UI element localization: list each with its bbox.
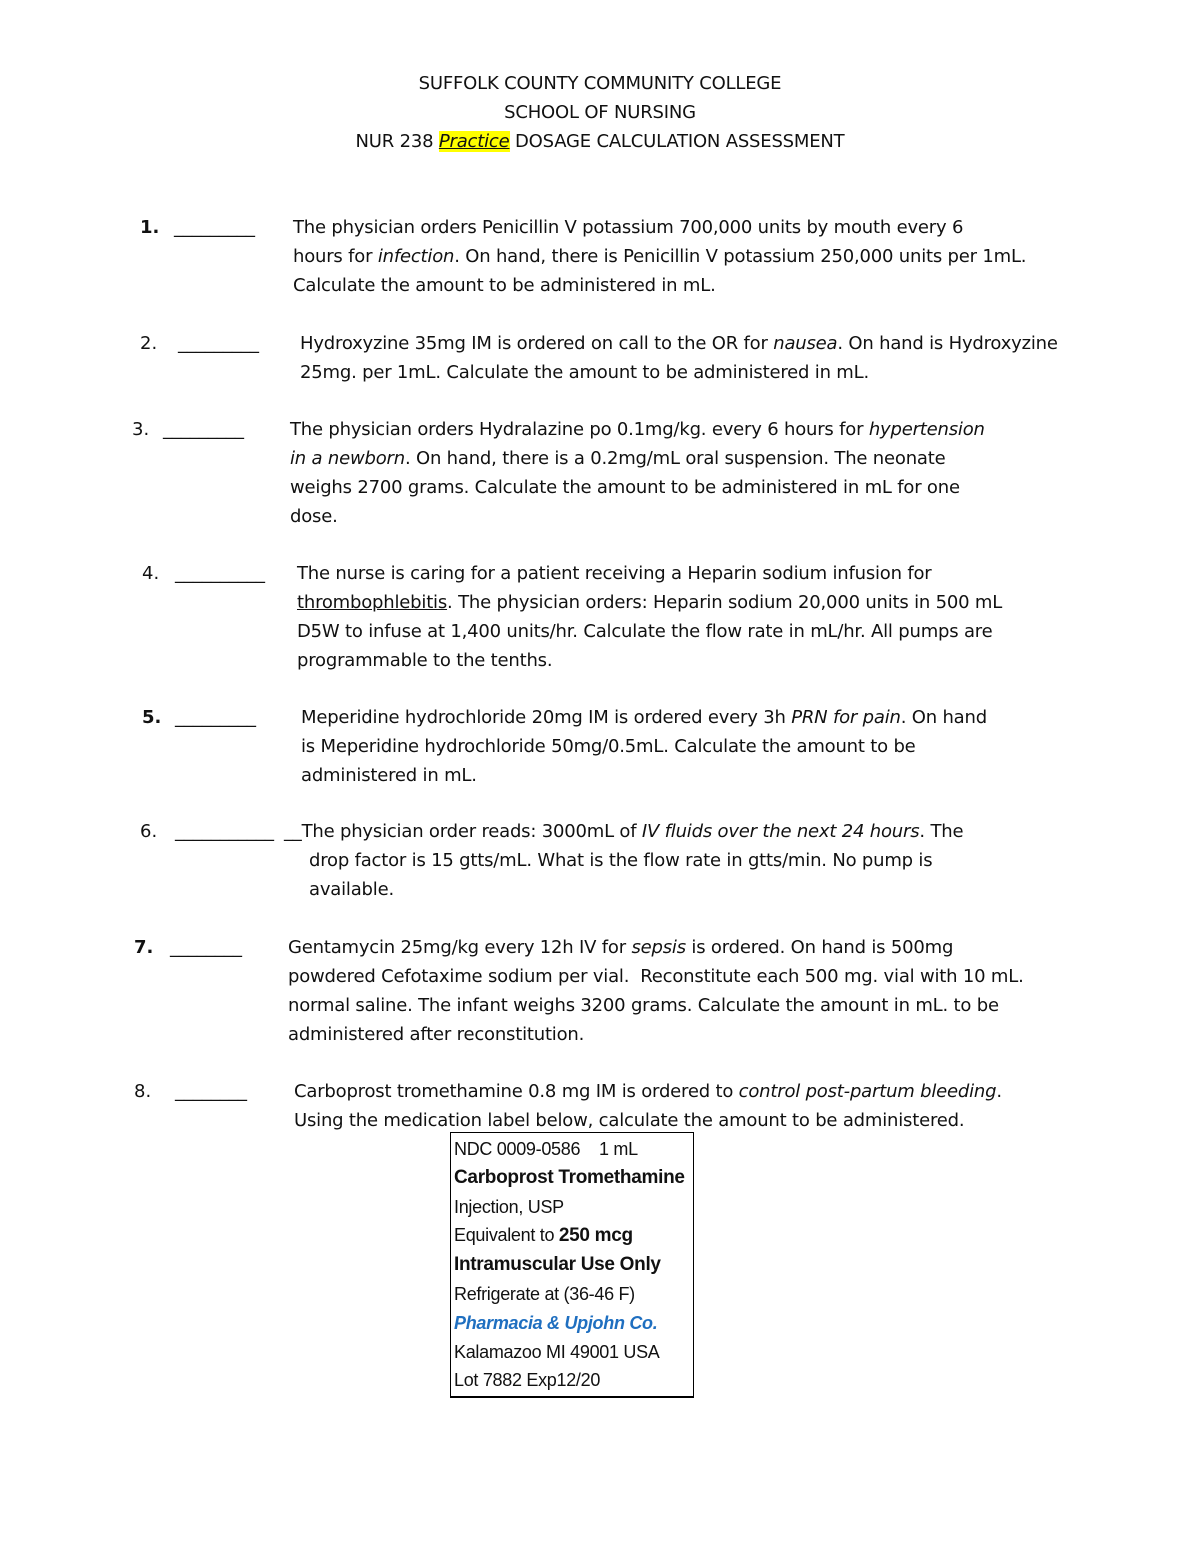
assessment-title: [0, 127, 1200, 156]
question-8-text: [294, 1077, 1002, 1135]
question-1-line-3: Calculate the amount to be administered in mL.: [293, 275, 716, 296]
question-1-answer-blank[interactable]: _________: [174, 217, 255, 238]
question-6-line-3: available.: [309, 879, 394, 900]
question-3-answer-blank[interactable]: _________: [163, 419, 244, 440]
question-5-number: 5.: [142, 707, 162, 728]
medication-label: [454, 1135, 685, 1395]
question-4-number: 4.: [142, 563, 160, 584]
question-8-line-2: Using the medication label below, calculate the amount to be administered.: [294, 1110, 965, 1131]
question-3-line-4: dose.: [290, 506, 338, 527]
label-storage: Refrigerate at (36-46 F): [454, 1283, 635, 1304]
question-3-line-1: The physician orders Hydralazine po 0.1mg/kg. every 6 hours for hypertension: [290, 419, 985, 440]
question-1-line-2: hours for infection. On hand, there is Penicillin V potassium 250,000 units per 1mL.: [293, 246, 1027, 267]
label-lot-expiry: Lot 7882 Exp12/20: [454, 1370, 601, 1391]
label-strength: Equivalent to 250 mcg: [454, 1225, 633, 1247]
question-4-line-2: thrombophlebitis. The physician orders: Heparin sodium 20,000 units in 500 mL: [297, 592, 1003, 613]
question-5-line-1: Meperidine hydrochloride 20mg IM is ordered every 3h PRN for pain. On hand: [301, 707, 987, 728]
question-7-line-2: powdered Cefotaxime sodium per vial. Reconstitute each 500 mg. vial with 10 mL.: [288, 966, 1024, 987]
question-6-text: [284, 817, 963, 904]
question-2-answer-blank[interactable]: _________: [178, 333, 259, 354]
label-drug-name: Carboprost Tromethamine: [454, 1166, 685, 1188]
question-2-line-2: 25mg. per 1mL. Calculate the amount to be administered in mL.: [300, 362, 869, 383]
question-5-answer-blank[interactable]: _________: [175, 707, 256, 728]
question-8-answer-blank[interactable]: ________: [175, 1081, 247, 1102]
question-8-line-1: Carboprost tromethamine 0.8 mg IM is ordered to control post-partum bleeding.: [294, 1081, 1002, 1102]
question-8-number: 8.: [134, 1081, 152, 1102]
question-7-number: 7.: [134, 937, 154, 958]
question-6-line-1: __The physician order reads: 3000mL of IV fluids over the next 24 hours. The: [284, 821, 964, 842]
question-4-line-1: The nurse is caring for a patient receiving a Heparin sodium infusion for: [297, 563, 932, 584]
question-1-number: 1.: [140, 217, 160, 238]
question-7-line-1: Gentamycin 25mg/kg every 12h IV for sepsis is ordered. On hand is 500mg: [288, 937, 954, 958]
question-4-line-4: programmable to the tenths.: [297, 650, 553, 671]
label-address: Kalamazoo MI 49001 USA: [454, 1341, 660, 1362]
question-7-answer-blank[interactable]: ________: [170, 937, 242, 958]
question-2-text: [300, 329, 1058, 387]
question-5-line-3: administered in mL.: [301, 765, 477, 786]
question-2-line-1: Hydroxyzine 35mg IM is ordered on call to the OR for nausea. On hand is Hydroxyzine: [300, 333, 1058, 354]
question-3-line-2: in a newborn. On hand, there is a 0.2mg/mL oral suspension. The neonate: [290, 448, 946, 469]
question-7-text: [288, 933, 1024, 1049]
question-6-line-2: drop factor is 15 gtts/mL. What is the flow rate in gtts/min. No pump is: [309, 850, 933, 871]
question-2-number: 2.: [140, 333, 158, 354]
college-name: [0, 69, 1200, 98]
question-3-text: [290, 415, 985, 531]
question-3-number: 3.: [132, 419, 150, 440]
question-5-line-2: is Meperidine hydrochloride 50mg/0.5mL. Calculate the amount to be: [301, 736, 916, 757]
question-1-line-1: The physician orders Penicillin V potassium 700,000 units by mouth every 6: [293, 217, 964, 238]
question-1-text: [293, 213, 1026, 300]
question-3-line-3: weighs 2700 grams. Calculate the amount to be administered in mL for one: [290, 477, 960, 498]
question-7-line-3: normal saline. The infant weighs 3200 grams. Calculate the amount in mL. to be: [288, 995, 999, 1016]
label-manufacturer: Pharmacia & Upjohn Co.: [454, 1312, 658, 1333]
question-4-line-3: D5W to infuse at 1,400 units/hr. Calculate the flow rate in mL/hr. All pumps are: [297, 621, 993, 642]
label-route: Intramuscular Use Only: [454, 1254, 661, 1276]
label-ndc: NDC 0009-0586 1 mL: [454, 1139, 638, 1159]
question-6-number: 6.: [140, 821, 158, 842]
practice-highlight: Practice: [438, 131, 510, 152]
school-name: [0, 98, 1200, 127]
title-suffix: DOSAGE CALCULATION ASSESSMENT: [509, 131, 845, 152]
title-prefix: NUR 238: [355, 131, 439, 152]
school-name-text: SCHOOL OF NURSING: [504, 102, 696, 123]
label-form: Injection, USP: [454, 1196, 564, 1217]
question-4-text: [297, 559, 1002, 675]
question-4-answer-blank[interactable]: __________: [175, 563, 265, 584]
question-5-text: [301, 703, 987, 790]
question-6-answer-blank[interactable]: ___________: [175, 821, 274, 842]
question-7-line-4: administered after reconstitution.: [288, 1024, 585, 1045]
college-name-text: SUFFOLK COUNTY COMMUNITY COLLEGE: [418, 73, 782, 94]
